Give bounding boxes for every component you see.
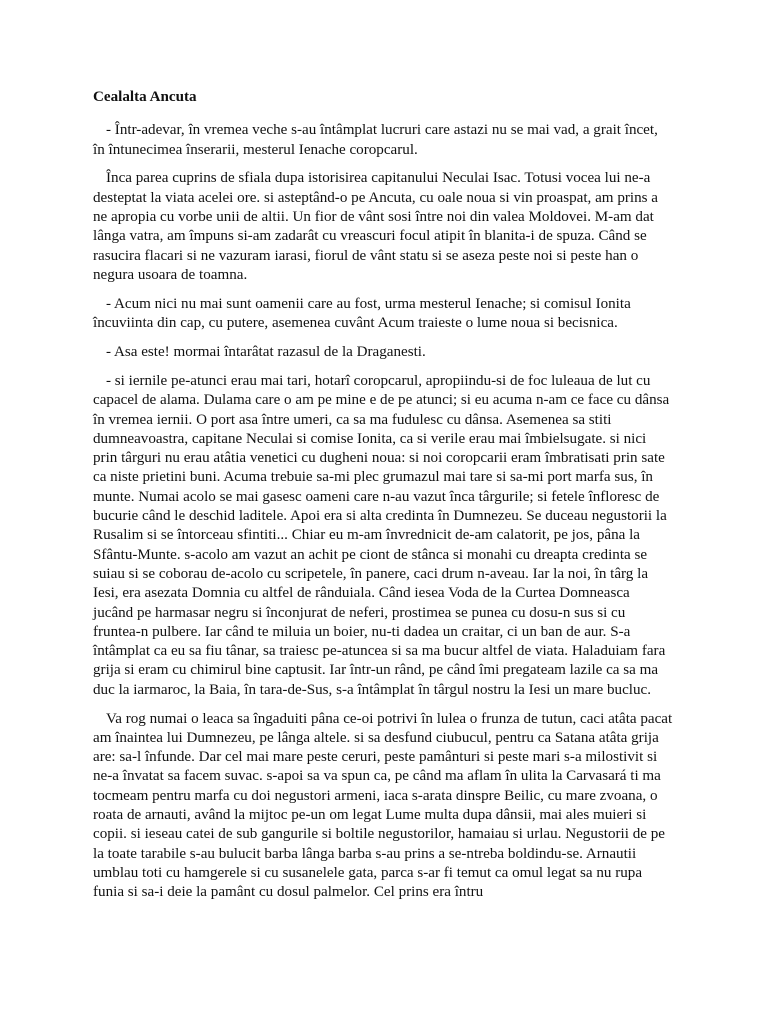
paragraph: Înca parea cuprins de sfiala dupa istorisirea capitanului Neculai Isac. Totusi vocea lui ne-a desteptat la viata acelei ore. si asteptând-o pe Ancuta, cu oale noua si vin proaspat, am prins a ne apropia cu vorbe unii de altii. Un fior de vânt sosi între noi din valea Moldovei. M-am dat lânga vatra, am împuns si-am zadarât cu vreascuri focul atipit în blanita-i de spuza. Când se rasucira flacari si ne vazuram iarasi, fiorul de vânt statu si se aseza peste noi si peste han o negura usoara de toamna. [93,170,658,283]
document-title: Cealalta Ancuta [93,89,197,105]
paragraph: - si iernile pe-atunci erau mai tari, hotarî coropcarul, apropiindu-si de foc luleaua de lut cu capacel de alama. Dulama care o am pe mine e de pe atunci; si eu acuma n-am ce face cu dânsa în vremea iernii. O port asa între umeri, ca sa ma fudulesc cu dânsa. Asemenea sa stiti dumneavoastra, capitane Neculai si comise Ionita, ca si verile erau mai îmbielsugate. si nici prin târguri nu erau atâtia venetici cu dugheni noua: si noi coropcarii eram îmbratisati prin sate ca niste prietini buni. Acuma trebuie sa-mi plec grumazul mai tare si sa-mi port marfa sus, în munte. Numai acolo se mai gasesc oameni care n-au vazut înca târgurile; si fetele înfloresc de bucurie când le deschid laditele. Apoi era si alta credinta în Dumnezeu. Se duceau negustorii la Rusalim si se întorceau sfintiti... Chiar eu m-am învrednicit de-am calatorit, pe jos, pâna la Sfântu-Munte. s-acolo am vazut an achit pe ciont de stânca si monahi cu dreapta credinta se suiau si se coborau de-acolo cu scripetele, în panere, caci drum n-aveau. Iar la noi, în târg la Iesi, era asezata Domnia cu altfel de rânduiala. Când iesea Voda de la Curtea Domneasca jucând pe harmasar negru si înconjurat de neferi, prostimea se punea cu dosu-n sus si cu fruntea-n pulbere. Iar când te miluia un boier, nu-ti dadea un craitar, ci un ban de aur. S-a întâmplat ca eu sa fiu tânar, sa traiesc pe-atuncea si sa ma bucur altfel de viata. Haladuiam fara grija si eram cu chimirul bine captusit. Iar într-un rând, pe când îmi pregateam lazile ca sa ma duc la iarmaroc, la Baia, în tara-de-Sus, s-a întâmplat în târgul nostru la Iesi un mare bucluc. [93,372,670,698]
paragraph: - Într-adevar, în vremea veche s-au întâmplat lucruri care astazi nu se mai vad, a grait încet, în întunecimea înserarii, mesterul Ienache coropcarul. [93,122,658,158]
paragraph: - Asa este! mormai întarâtat razasul de la Draganesti. [106,344,426,361]
paragraph: - Acum nici nu mai sunt oamenii care au fost, urma mesterul Ienache; si comisul Ionita încuviinta din cap, cu putere, asemenea cuvânt Acum traieste o lume noua si becisnica. [93,295,631,332]
paragraph: Va rog numai o leaca sa îngaduiti pâna ce-oi potrivi în lulea o frunza de tutun, caci atâta pacat am înaintea lui Dumnezeu, pe lânga altele. si sa desfund ciubucul, pentru ca Satana atâta grija are: sa-l înfunde. Dar cel mai mare peste ceruri, peste pamânturi si peste mari s-a milostivit si ne-a învatat sa facem suvac. s-apoi sa va spun ca, pe când ma aflam în ulita la Carvasará ti ma tocmeam pentru marfa cu doi negustori armeni, iaca s-arata dinspre Beilic, cu mare zvoana, o roata de arnauti, având la mijtoc pe-un om legat Lume multa dupa dânsii, mai ales muieri si copii. si ieseau catei de sub gangurile si boltile negustorilor, hamaiau si urlau. Negustorii de pe la toate tarabile s-au bulucit barba lânga barba s-au prins a se-ntreba boldindu-se. Arnautii umblau toti cu hamgerele si cu susanelele gata, parca s-ar fi temut ca omul legat sa nu rupa funia si sa-i deie la pamânt cu dosul palmelor. Cel prins era întru [93,710,673,901]
document-page [93,88,673,912]
